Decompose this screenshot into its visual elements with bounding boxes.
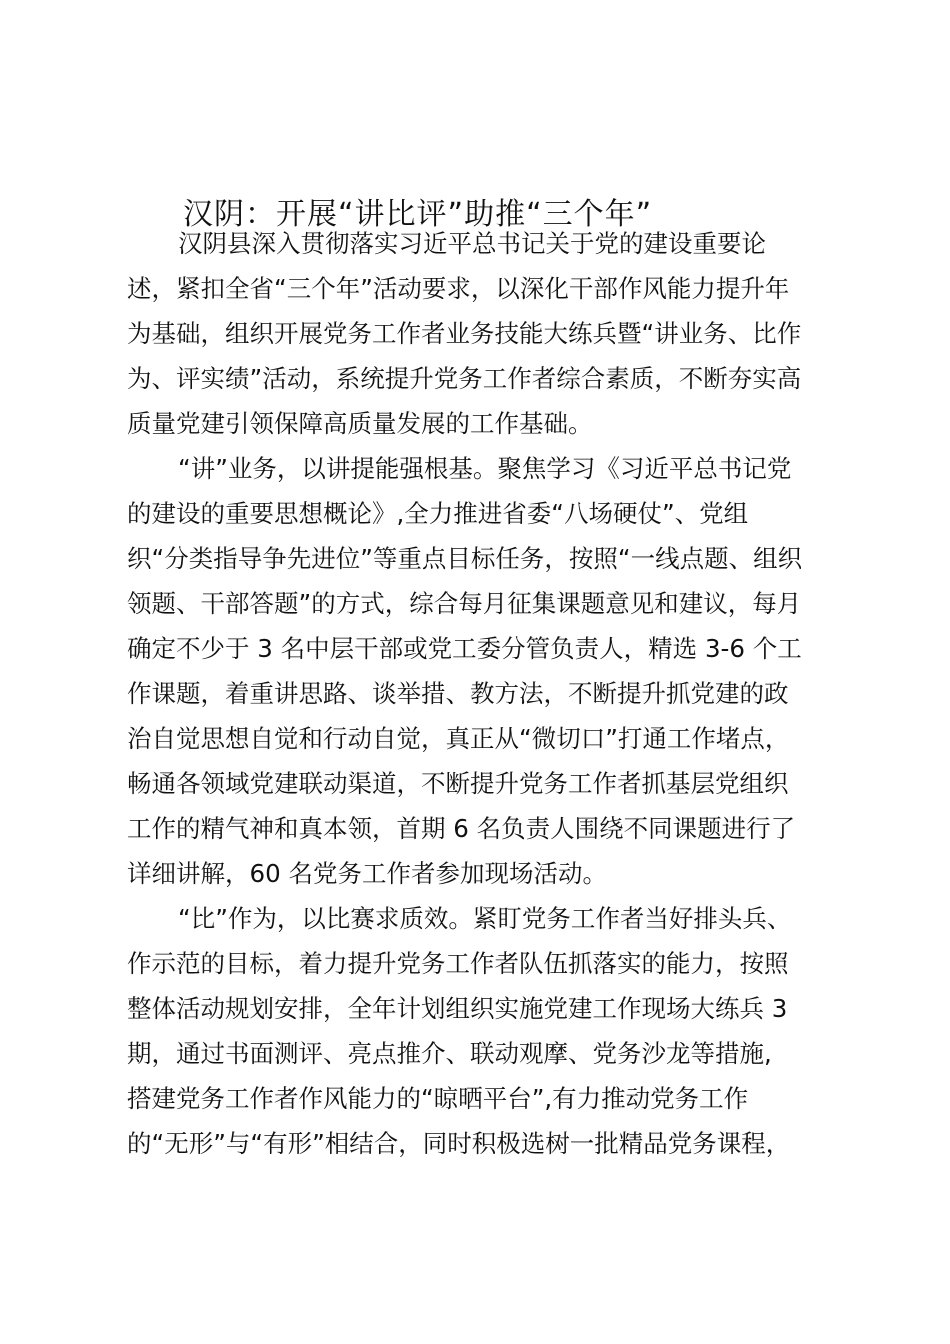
paragraph bbox=[127, 896, 837, 1166]
text-line: 整体活动规划安排，全年计划组织实施党建工作现场大练兵 3 bbox=[127, 994, 788, 1023]
text-line: 作课题，着重讲思路、谈举措、教方法，不断提升抓党建的政 bbox=[127, 679, 789, 708]
text-line: 述，紧扣全省“三个年”活动要求，以深化干部作风能力提升年 bbox=[127, 274, 790, 303]
paragraph bbox=[127, 221, 837, 446]
text-line: “比”作为，以比赛求质效。紧盯党务工作者当好排头兵、 bbox=[178, 904, 792, 933]
text-line: 治自觉思想自觉和行动自觉，真正从“微切口”打通工作堵点， bbox=[127, 724, 790, 753]
text-line: 汉阴县深入贯彻落实习近平总书记关于党的建设重要论 bbox=[178, 229, 766, 258]
text-line: 领题、干部答题”的方式，综合每月征集课题意见和建议，每月 bbox=[127, 589, 802, 618]
text-line: 的“无形”与“有形”相结合，同时积极选树一批精品党务课程， bbox=[127, 1129, 791, 1158]
text-line: 作示范的目标，着力提升党务工作者队伍抓落实的能力，按照 bbox=[127, 949, 789, 978]
text-line: “讲”业务，以讲提能强根基。聚焦学习《习近平总书记党 bbox=[178, 454, 792, 483]
text-line: 质量党建引领保障高质量发展的工作基础。 bbox=[127, 409, 593, 438]
paragraph bbox=[127, 446, 837, 896]
text-line: 的建设的重要思想概论》,全力推进省委“八场硬仗”、党组 bbox=[127, 499, 749, 528]
text-line: 畅通各领域党建联动渠道，不断提升党务工作者抓基层党组织 bbox=[127, 769, 789, 798]
text-line: 为、评实绩”活动，系统提升党务工作者综合素质，不断夯实高 bbox=[127, 364, 802, 393]
text-line: 详细讲解，60 名党务工作者参加现场活动。 bbox=[127, 859, 607, 888]
text-line: 期，通过书面测评、亮点推介、联动观摩、党务沙龙等措施, bbox=[127, 1039, 772, 1068]
text-line: 搭建党务工作者作风能力的“晾晒平台”,有力推动党务工作 bbox=[127, 1084, 749, 1113]
document-body bbox=[127, 221, 837, 1166]
text-line: 织“分类指导争先进位”等重点目标任务，按照“一线点题、组织 bbox=[127, 544, 803, 573]
text-line: 为基础，组织开展党务工作者业务技能大练兵暨“讲业务、比作 bbox=[127, 319, 802, 348]
text-line: 工作的精气神和真本领，首期 6 名负责人围绕不同课题进行了 bbox=[127, 814, 796, 843]
text-line: 确定不少于 3 名中层干部或党工委分管负责人，精选 3-6 个工 bbox=[127, 634, 802, 663]
document-title: 汉阴：开展“讲比评”助推“三个年” bbox=[183, 197, 653, 233]
